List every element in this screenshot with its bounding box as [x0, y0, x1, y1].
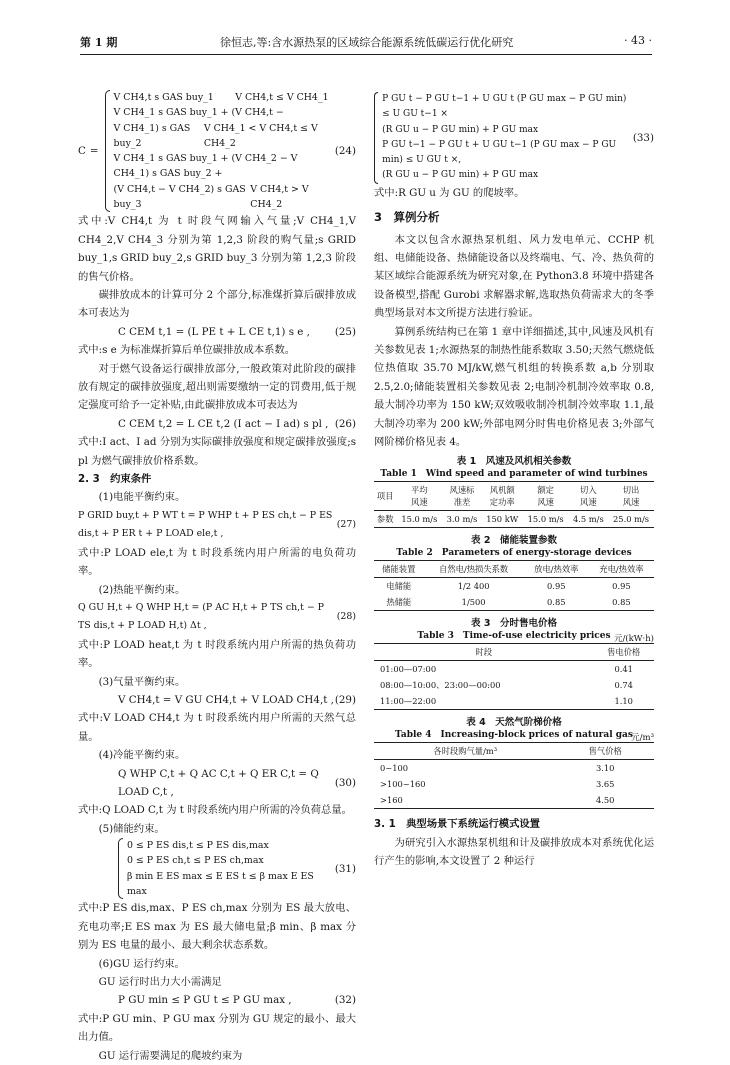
constraint-label: (6)GU 运行约束。 [98, 957, 185, 970]
table-row [374, 677, 654, 693]
table-header: 切出 风速 [608, 482, 654, 511]
equation-body: P GRID buy,t + P WT t = P WHP t + P ES ch,t − P ES dis,t + P ER t + P LOAD ele,t , [78, 509, 333, 540]
equation-number: (31) [334, 862, 356, 875]
equation-27 [78, 507, 356, 544]
equation-29 [78, 691, 356, 709]
table-header: 切入 风速 [569, 482, 608, 511]
equation-number: (33) [632, 131, 654, 144]
equation-33 [374, 92, 654, 184]
table-row [374, 792, 654, 809]
equation-number: (25) [334, 325, 356, 338]
equation-31 [78, 838, 356, 899]
table-3-block [374, 617, 654, 710]
running-header [80, 30, 652, 55]
table-4-unit: 元/m³ [631, 733, 654, 744]
eq24-cond: V CH4_1 < V CH4,t ≤ V CH4_2 [203, 122, 318, 149]
paragraph: 式中:P GU min、P GU max 分别为 GU 规定的最小、最大出力值。 [78, 1012, 356, 1044]
page-number: · 43 · [624, 34, 652, 47]
issue-number: 第 1 期 [80, 36, 118, 49]
constraint-label: (1)电能平衡约束。 [98, 491, 186, 504]
table-cell: 08:00—10:00、23:00—00:00 [380, 680, 501, 691]
table-header: 放电/热效率 [524, 561, 589, 578]
constraint-label: (4)冷能平衡约束。 [98, 749, 186, 762]
equation-number: (26) [334, 417, 356, 430]
equation-body: V CH4,t = V GU CH4,t + V LOAD CH4,t , [118, 693, 334, 706]
table-4-caption: 表 4 天然气阶梯价格 [466, 717, 562, 729]
table-1-caption: 表 1 风速及风机相关参数 [456, 456, 572, 468]
table-cell: 4.50 [595, 795, 615, 806]
table-row [374, 594, 654, 611]
equation-body: C CEM t,1 = (L PE t + L CE t,1) s e , [118, 325, 310, 338]
section-heading-2-3: 2. 3 约束条件 [78, 473, 152, 486]
table-cell: 25.0 m/s [613, 514, 650, 525]
equation-number: (28) [336, 611, 356, 623]
table-2-block [374, 534, 654, 611]
eq31-row: 0 ≤ P ES dis,t ≤ P ES dis,max [126, 840, 269, 852]
table-row [374, 776, 654, 792]
equation-25 [78, 323, 356, 341]
eq31-row: 0 ≤ P ES ch,t ≤ P ES ch,max [126, 855, 264, 867]
equation-number: (32) [334, 994, 356, 1007]
table-row [374, 661, 654, 678]
table-cell: 电储能 [386, 581, 412, 592]
table-1-caption-en: Table 1 Wind speed and parameter of wind turbines [380, 469, 648, 480]
table-cell: 150 kW [486, 514, 519, 525]
table-3-unit: 元/(kW·h) [613, 634, 654, 645]
paragraph: 式中:I act、I ad 分别为实际碳排放强度和规定碳排放强度;s pl 为燃气碳排放价格系数。 [78, 436, 356, 467]
paragraph: 式中:Q LOAD C,t 为 t 时段系统内用户所需的冷负荷总量。 [78, 804, 352, 817]
table-cell: 参数 [376, 514, 394, 525]
paragraph: GU 运行时出力大小需满足 [98, 976, 222, 988]
paragraph: 式中:P ES dis,max、P ES ch,max 分别为 ES 最大放电、充电功率;E ES max 为 ES 最大储电量;β min、β max 分别为 ES 电量的最小、最大剩余状态系数。 [78, 902, 356, 952]
paragraph: 式中:P LOAD heat,t 为 t 时段系统内用户所需的热负荷功率。 [78, 638, 356, 670]
running-title: 徐恒志,等:含水源热泵的区域综合能源系统低碳运行优化研究 [220, 36, 514, 49]
table-header: 自然电/热损失系数 [424, 561, 524, 578]
equation-body: Q GU H,t + Q WHP H,t = (P AC H,t + P TS ch,t − P TS dis,t + P LOAD H,t) Δt , [78, 601, 324, 632]
table-2-caption-en: Table 2 Parameters of energy-storage devices [396, 548, 632, 559]
equation-26 [78, 415, 356, 433]
eq24-row: (V CH4,t − V CH4_2) s GAS buy_3 [113, 183, 246, 211]
table-cell: 3.10 [595, 763, 615, 774]
table-cell: 3.0 m/s [446, 514, 478, 525]
paragraph: 式中:P LOAD ele,t 为 t 时段系统内用户所需的电负荷功率。 [78, 546, 356, 578]
eq31-row: β min E ES max ≤ E ES t ≤ β max E ES max [126, 870, 314, 898]
table-cell: 01:00—07:00 [380, 664, 437, 675]
table-cell: 0.95 [547, 581, 566, 592]
table-1 [374, 481, 654, 528]
table-header: 项目 [374, 482, 396, 511]
table-cell: 3.65 [595, 779, 615, 790]
eq24-row: V CH4_1 s GAS buy_1 + (V CH4,t − [113, 107, 284, 119]
table-cell: 0.85 [612, 597, 631, 608]
table-header: 平均 风速 [396, 482, 442, 511]
equation-32 [78, 991, 356, 1009]
table-header: 额定 风速 [523, 482, 569, 511]
paragraph: 为研究引入水源热泵机组和计及碳排放成本对系统优化运行产生的影响,本文设置了 2 种运行 [374, 836, 654, 868]
equation-number: (29) [334, 693, 356, 706]
table-row [374, 760, 654, 777]
eq33-row: (R GU u − P GU min) + P GU max [382, 124, 539, 135]
eq33-row: (R GU u − P GU min) + P GU max [382, 170, 539, 181]
paragraph: 算例系统结构已在第 1 章中详细描述,其中,风速及风机有关参数见表 1;水源热泵的制热性能系数取 3.50;天然气燃烧低位热值取 35.70 MJ/kW,燃气机组的转换系数 a,b 分别取 2.5,2.0;储能装置相关参数见表 2;电制冷机制冷效率取 0.8,最大制冷功率为 150 kW;双效吸收制冷机制冷效率取 1.1,最大制冷功率为 200 kW;外部电网分时售电价格见表 3;外部气网阶梯价格见表 4。 [374, 325, 654, 449]
table-cell: 15.0 m/s [527, 514, 564, 525]
table-header: 储能装置 [374, 561, 424, 578]
eq33-row: P GU t−1 − P GU t + U GU t−1 (P GU max − P GU min) ≤ U GU t ×, [382, 139, 617, 166]
constraint-label: (2)热能平衡约束。 [98, 583, 186, 596]
table-header: 风速标 准差 [442, 482, 481, 511]
equation-body: Q WHP C,t + Q AC C,t + Q ER C,t = Q LOAD C,t , [118, 767, 319, 798]
table-3-caption: 表 3 分时售电价格 [471, 618, 557, 630]
table-cell: 1.10 [614, 696, 633, 707]
section-heading-3: 3 算例分析 [374, 210, 440, 225]
equation-30 [78, 765, 356, 802]
table-cell: 0.95 [612, 581, 631, 592]
table-2-caption: 表 2 储能装置参数 [471, 535, 557, 547]
eq24-lhs: C [78, 144, 86, 157]
table-header: 风机额 定功率 [482, 482, 523, 511]
eq33-row: P GU t − P GU t−1 + U GU t (P GU max − P GU min) ≤ U GU t−1 × [382, 94, 627, 120]
left-column [78, 90, 356, 1065]
eq24-row: V CH4,t s GAS buy_1 [113, 92, 214, 103]
table-3 [374, 643, 654, 710]
equation-number: (27) [336, 519, 356, 531]
table-cell: 0.85 [547, 597, 566, 608]
eq24-row: V CH4_1) s GAS buy_2 [113, 122, 191, 149]
table-3-caption-en: Table 3 Time-of-use electricity prices [417, 631, 611, 642]
section-heading-3-1: 3. 1 典型场景下系统运行模式设置 [374, 818, 540, 831]
paragraph: 对于燃气设备运行碳排放部分,一般政策对此阶段的碳排放有规定的碳排放强度,超出则需要缴纳一定的罚费用,低于规定强度可给予一定补贴,由此碳排放成本可表达为 [78, 362, 356, 412]
table-4-block [374, 716, 654, 809]
table-cell: 15.0 m/s [401, 514, 438, 525]
eq24-row: V CH4_1 s GAS buy_1 + (V CH4_2 − V CH4_1) s GAS buy_2 + [113, 153, 298, 180]
table-cell: 1/500 [461, 597, 486, 608]
table-row [374, 693, 654, 710]
eq24-cond: V CH4,t > V CH4_2 [250, 183, 309, 211]
table-header: 时段 [374, 644, 593, 661]
table-cell: >100~160 [380, 779, 426, 790]
equation-28 [78, 599, 356, 636]
table-cell: 0~100 [380, 763, 409, 774]
paragraph: 式中:V CH4,t 为 t 时段气网输入气量;V CH4_1,V CH4_2,V CH4_3 分别为第 1,2,3 阶段的购气量;s GRID buy_1,s GRID buy_2,s GRID buy_3 分别为第 1,2,3 阶段的售气价格。 [78, 215, 356, 283]
paragraph: 式中:R GU u 为 GU 的爬坡率。 [374, 186, 525, 199]
paragraph: 本文以包含水源热泵机组、风力发电单元、CCHP 机组、电储能设备、热储能设备以及终端电、气、冷、热负荷的某区域综合能源系统为研究对象,在 Python3.8 环境中搭建各设备模型,搭配 Gurobi 求解器求解,选取热负荷需求大的冬季典型场景对本文所提方法进行验证。 [374, 233, 654, 320]
paragraph: 式中:V LOAD CH4,t 为 t 时段系统内用户所需的天然气总量。 [78, 712, 356, 743]
paragraph: GU 运行需要满足的爬坡约束为 [98, 1049, 243, 1062]
equation-number: (24) [334, 144, 356, 157]
table-cell: >160 [380, 795, 403, 806]
equation-body: P GU min ≤ P GU t ≤ P GU max , [118, 994, 292, 1007]
table-row [374, 578, 654, 595]
table-cell: 1/2 400 [457, 581, 490, 592]
constraint-label: (3)气量平衡约束。 [98, 675, 186, 688]
table-cell: 0.41 [614, 664, 633, 675]
paragraph: 式中:s e 为标准煤折算后单位碳排放成本系数。 [78, 344, 296, 357]
table-row [374, 511, 654, 528]
table-cell: 热储能 [386, 597, 412, 608]
table-header: 售电价格 [593, 644, 654, 661]
eq24-cond: V CH4,t ≤ V CH4_1 [235, 92, 329, 103]
table-header: 充电/热效率 [589, 561, 654, 578]
table-header: 售气价格 [556, 743, 654, 760]
right-column [374, 92, 654, 871]
table-cell: 4.5 m/s [572, 514, 604, 525]
equation-24: C = V CH4,t s GAS buy_1 V CH4,t ≤ V CH4_1 V CH4_1 s GAS buy_1 + (V CH4,t − V CH4_1) s GAS buy_2 V CH4_1 < V CH4,t ≤ V CH4_2 V CH4_1 s GAS buy_1 + (V CH4_2 − V CH4_1) s GAS buy_2 + (V CH4,t − V CH4_2) s GAS buy_3 V CH4,t > V CH4_2 (24) [78, 90, 356, 212]
table-1-block [374, 455, 654, 528]
equation-body: C CEM t,2 = L CE t,2 (I act − I ad) s pl , [118, 417, 329, 430]
table-cell: 0.74 [614, 680, 633, 691]
paragraph: 碳排放成本的计算可分 2 个部分,标准煤折算后碳排放成本可表达为 [78, 289, 356, 320]
equation-number: (30) [334, 776, 356, 789]
table-header: 各时段购气量/m³ [374, 743, 556, 760]
constraint-label: (5)储能约束。 [98, 822, 165, 835]
table-2 [374, 560, 654, 611]
table-4-caption-en: Table 4 Increasing-block prices of natural gas [395, 730, 633, 741]
table-cell: 11:00—22:00 [380, 696, 437, 707]
table-4 [374, 742, 654, 809]
